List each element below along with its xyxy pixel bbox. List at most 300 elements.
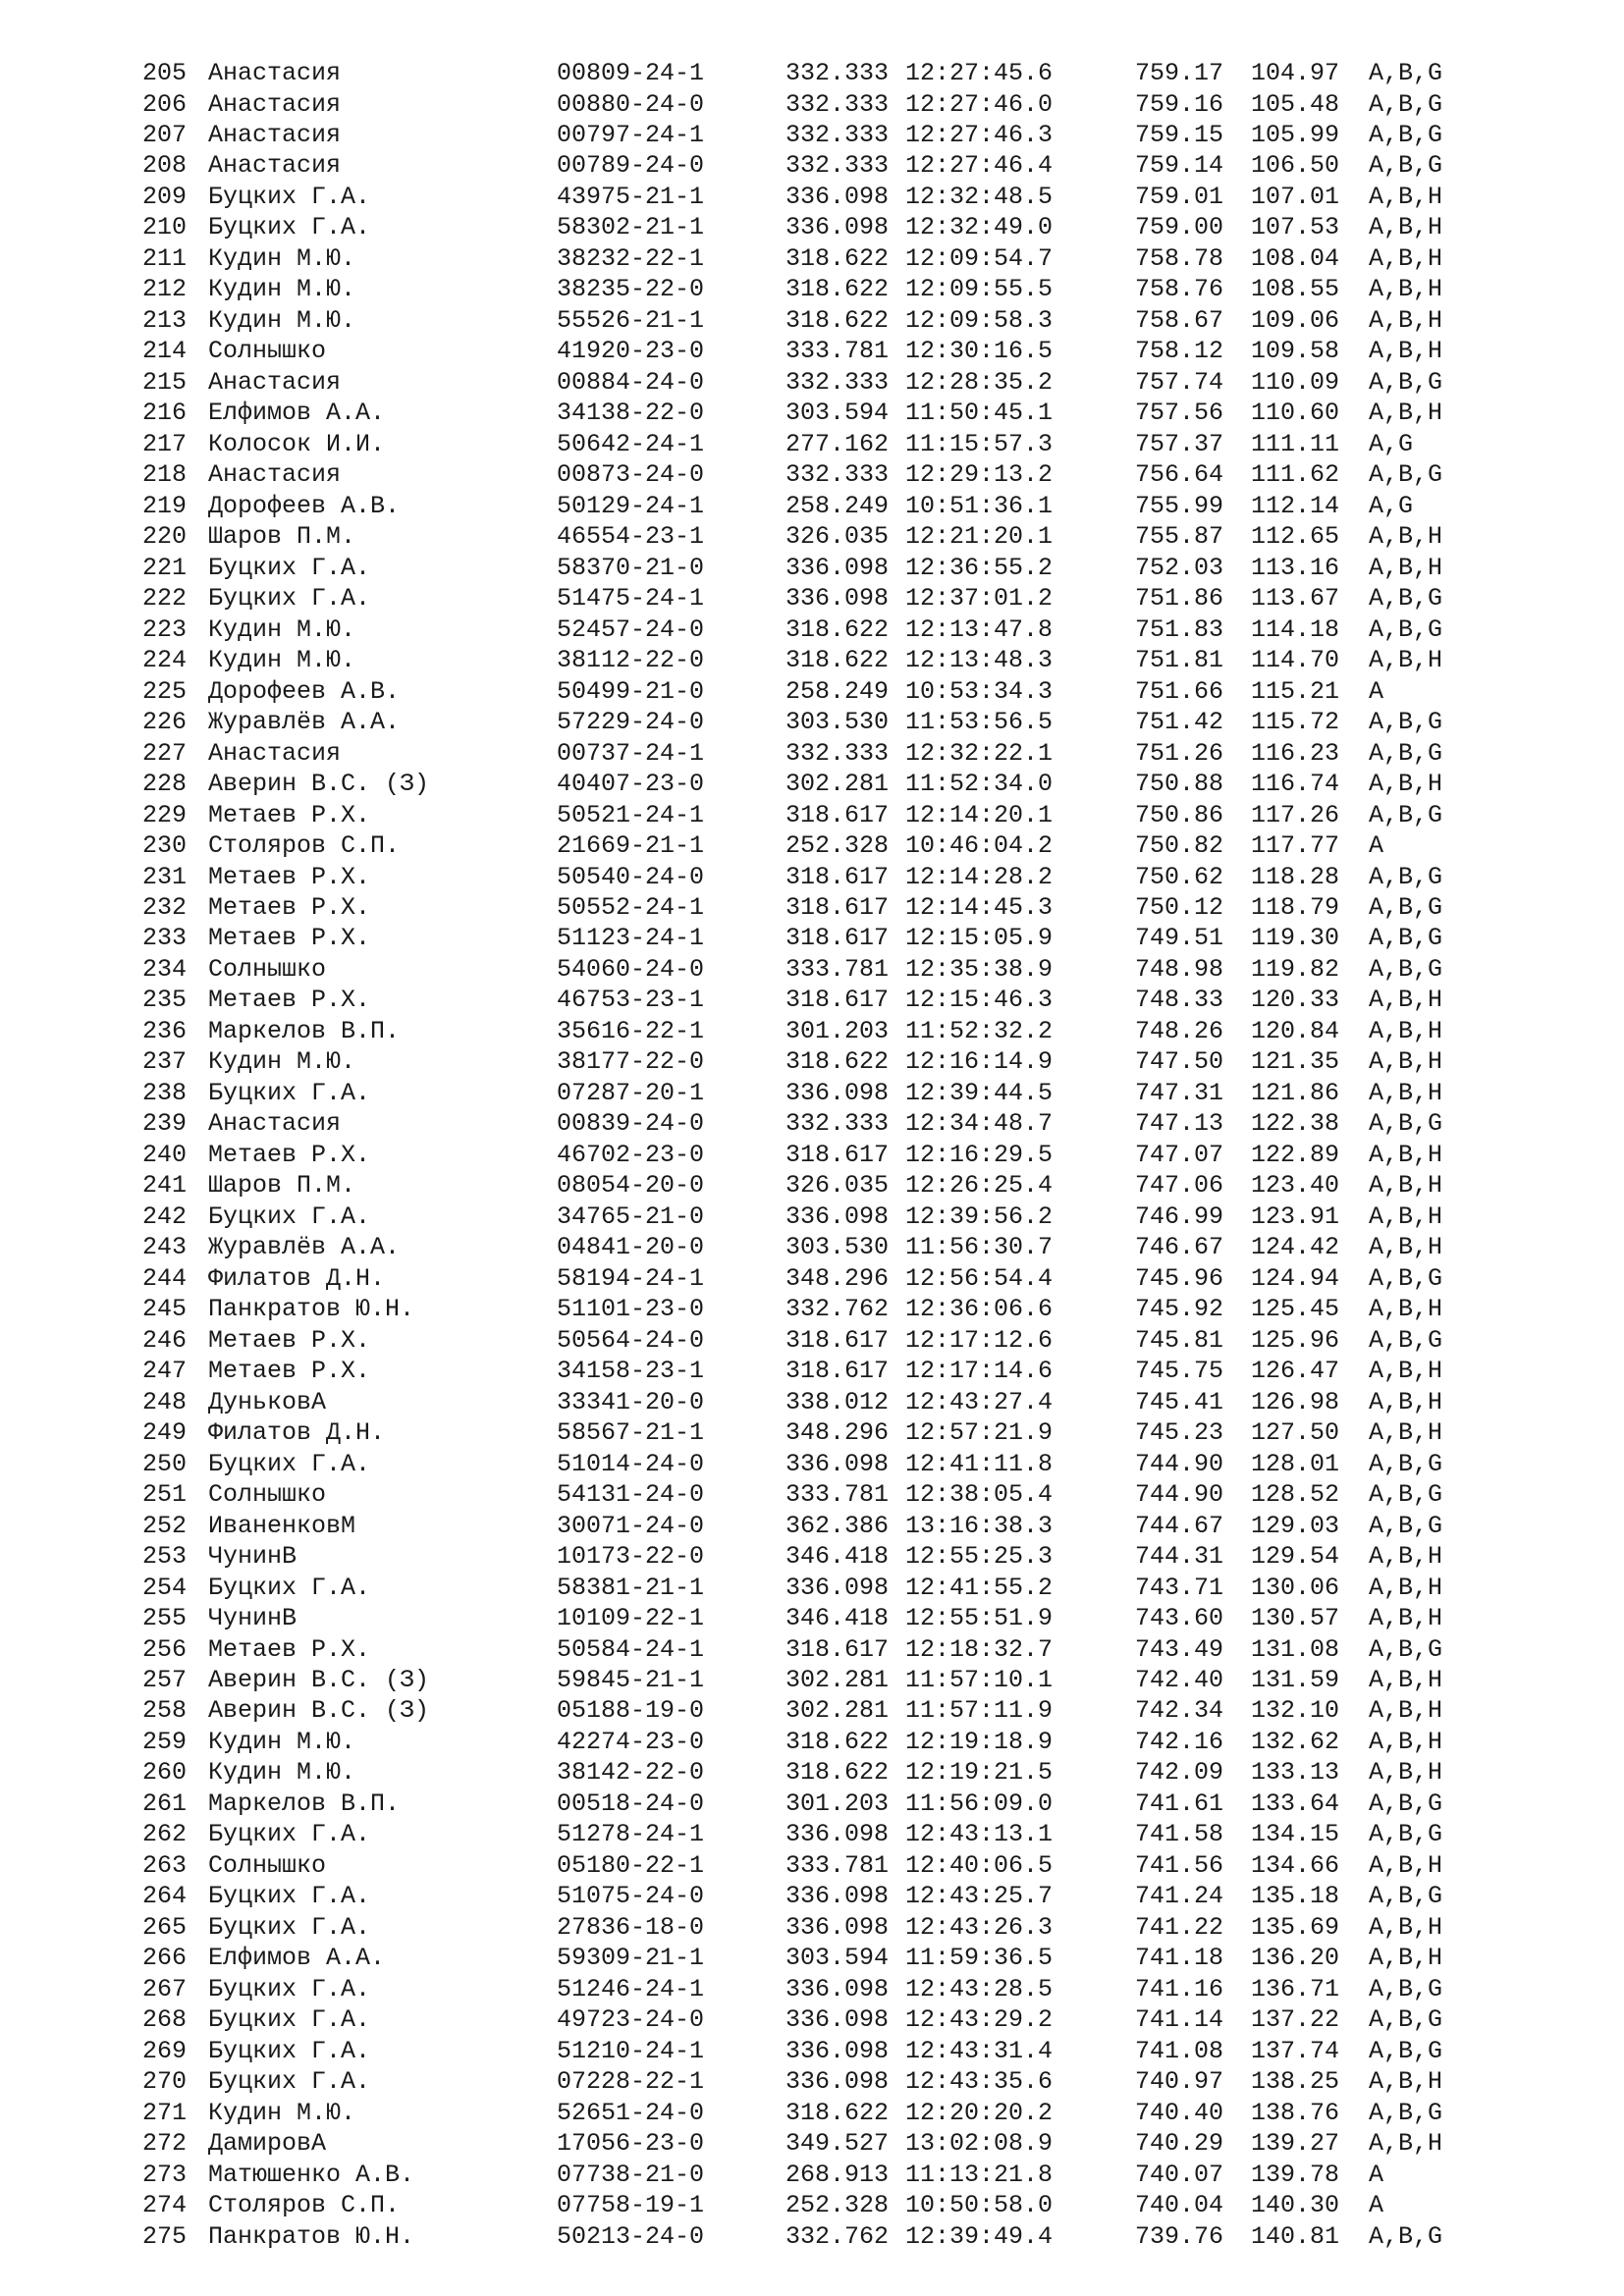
arrival-time: 12:15:46.3: [905, 986, 1054, 1015]
owner-name: Панкратов Ю.Н.: [208, 2221, 415, 2251]
owner-name: Елфимов А.А.: [208, 1944, 386, 1973]
distance: 336.098: [785, 1912, 890, 1942]
arrival-time: 12:43:27.4: [905, 1387, 1054, 1416]
ring-number: 30071-24-0: [557, 1511, 705, 1540]
distance: 318.622: [785, 1758, 890, 1788]
arrival-time: 12:29:13.2: [905, 460, 1054, 490]
row-number: 224: [142, 646, 188, 675]
distance: 348.296: [785, 1418, 890, 1448]
groups: A,B,H: [1369, 1696, 1443, 1726]
distance: 336.098: [785, 553, 890, 582]
distance: 302.281: [785, 770, 890, 798]
speed: 751.86: [1135, 584, 1224, 614]
ring-number: 00797-24-1: [557, 121, 705, 149]
speed: 745.75: [1135, 1357, 1224, 1386]
speed: 759.15: [1135, 121, 1224, 149]
owner-name: Солнышко: [208, 954, 327, 984]
coefficient: 135.18: [1251, 1882, 1340, 1911]
row-number: 241: [142, 1171, 188, 1201]
row-number: 212: [142, 275, 188, 304]
ring-number: 00809-24-1: [557, 59, 705, 87]
owner-name: Буцких Г.А.: [208, 1882, 371, 1911]
groups: A,B,G: [1369, 367, 1443, 397]
row-number: 261: [142, 1789, 188, 1818]
owner-name: Елфимов А.А.: [208, 399, 386, 428]
ring-number: 07228-22-1: [557, 2067, 705, 2097]
groups: A,B,H: [1369, 646, 1443, 675]
ring-number: 35616-22-1: [557, 1016, 705, 1045]
ring-number: 50129-24-1: [557, 491, 705, 520]
arrival-time: 12:39:56.2: [905, 1201, 1054, 1231]
ring-number: 51278-24-1: [557, 1820, 705, 1849]
arrival-time: 12:27:46.3: [905, 121, 1054, 149]
coefficient: 129.03: [1251, 1511, 1340, 1540]
groups: A,B,H: [1369, 1016, 1443, 1045]
row-number: 273: [142, 2160, 188, 2189]
distance: 252.328: [785, 2191, 890, 2220]
coefficient: 122.38: [1251, 1109, 1340, 1139]
speed: 741.14: [1135, 2005, 1224, 2035]
ring-number: 00518-24-0: [557, 1789, 705, 1818]
speed: 747.13: [1135, 1109, 1224, 1139]
row-number: 252: [142, 1511, 188, 1540]
arrival-time: 12:43:29.2: [905, 2005, 1054, 2035]
owner-name: Буцких Г.А.: [208, 2067, 371, 2097]
coefficient: 138.76: [1251, 2098, 1340, 2127]
speed: 741.24: [1135, 1882, 1224, 1911]
distance: 332.762: [785, 1295, 890, 1324]
groups: A,B,G: [1369, 121, 1443, 149]
coefficient: 115.21: [1251, 676, 1340, 706]
groups: A,B,H: [1369, 275, 1443, 304]
speed: 743.60: [1135, 1604, 1224, 1632]
speed: 739.76: [1135, 2221, 1224, 2251]
owner-name: Журавлёв А.А.: [208, 708, 401, 737]
row-number: 246: [142, 1325, 188, 1355]
speed: 748.98: [1135, 954, 1224, 984]
groups: A,B,H: [1369, 182, 1443, 211]
row-number: 210: [142, 213, 188, 242]
arrival-time: 10:53:34.3: [905, 676, 1054, 706]
groups: A,B,G: [1369, 1974, 1443, 2003]
ring-number: 07287-20-1: [557, 1078, 705, 1107]
speed: 750.82: [1135, 831, 1224, 860]
owner-name: Филатов Д.Н.: [208, 1418, 386, 1448]
ring-number: 51210-24-1: [557, 2036, 705, 2065]
distance: 318.622: [785, 614, 890, 644]
distance: 336.098: [785, 1882, 890, 1911]
ring-number: 17056-23-0: [557, 2129, 705, 2159]
distance: 318.622: [785, 1727, 890, 1756]
speed: 744.90: [1135, 1480, 1224, 1510]
coefficient: 116.74: [1251, 770, 1340, 798]
coefficient: 121.86: [1251, 1078, 1340, 1107]
groups: A,B,G: [1369, 2005, 1443, 2035]
ring-number: 50521-24-1: [557, 800, 705, 829]
coefficient: 112.14: [1251, 491, 1340, 520]
coefficient: 131.08: [1251, 1634, 1340, 1664]
row-number: 207: [142, 121, 188, 149]
groups: A,B,G: [1369, 893, 1443, 922]
arrival-time: 12:56:54.4: [905, 1263, 1054, 1293]
owner-name: Буцких Г.А.: [208, 584, 371, 614]
groups: A,B,H: [1369, 1573, 1443, 1602]
owner-name: Кудин М.Ю.: [208, 646, 356, 675]
distance: 348.296: [785, 1263, 890, 1293]
groups: A,B,G: [1369, 614, 1443, 644]
row-number: 213: [142, 305, 188, 335]
speed: 759.01: [1135, 182, 1224, 211]
distance: 336.098: [785, 1820, 890, 1849]
row-number: 219: [142, 491, 188, 520]
groups: A,B,G: [1369, 708, 1443, 737]
owner-name: Аверин В.С. (З): [208, 1666, 430, 1694]
coefficient: 106.50: [1251, 151, 1340, 181]
coefficient: 126.98: [1251, 1387, 1340, 1416]
row-number: 233: [142, 924, 188, 953]
groups: A,B,H: [1369, 1295, 1443, 1324]
row-number: 269: [142, 2036, 188, 2065]
arrival-time: 12:17:12.6: [905, 1325, 1054, 1355]
distance: 336.098: [785, 1449, 890, 1478]
arrival-time: 12:27:45.6: [905, 59, 1054, 87]
speed: 759.14: [1135, 151, 1224, 181]
ring-number: 40407-23-0: [557, 770, 705, 798]
owner-name: Анастасия: [208, 89, 342, 119]
owner-name: Дорофеев А.В.: [208, 676, 401, 706]
coefficient: 118.79: [1251, 893, 1340, 922]
distance: 303.594: [785, 399, 890, 428]
groups: A,B,H: [1369, 986, 1443, 1015]
distance: 326.035: [785, 522, 890, 552]
row-number: 237: [142, 1047, 188, 1077]
arrival-time: 12:57:21.9: [905, 1418, 1054, 1448]
coefficient: 112.65: [1251, 522, 1340, 552]
owner-name: Кудин М.Ю.: [208, 305, 356, 335]
row-number: 223: [142, 614, 188, 644]
owner-name: Кудин М.Ю.: [208, 1047, 356, 1077]
owner-name: Метаев Р.Х.: [208, 924, 371, 953]
coefficient: 139.78: [1251, 2160, 1340, 2189]
groups: A,B,H: [1369, 1418, 1443, 1448]
groups: A,B,G: [1369, 1634, 1443, 1664]
speed: 758.12: [1135, 337, 1224, 366]
owner-name: ДамировА: [208, 2129, 327, 2159]
speed: 741.18: [1135, 1944, 1224, 1973]
coefficient: 134.66: [1251, 1850, 1340, 1880]
row-number: 242: [142, 1201, 188, 1231]
arrival-time: 12:13:48.3: [905, 646, 1054, 675]
coefficient: 122.89: [1251, 1140, 1340, 1169]
coefficient: 132.10: [1251, 1696, 1340, 1726]
speed: 747.07: [1135, 1140, 1224, 1169]
speed: 741.58: [1135, 1820, 1224, 1849]
arrival-time: 12:43:13.1: [905, 1820, 1054, 1849]
coefficient: 117.26: [1251, 800, 1340, 829]
row-number: 266: [142, 1944, 188, 1973]
distance: 318.622: [785, 646, 890, 675]
groups: A: [1369, 676, 1384, 706]
ring-number: 51014-24-0: [557, 1449, 705, 1478]
groups: A,B,G: [1369, 800, 1443, 829]
ring-number: 49723-24-0: [557, 2005, 705, 2035]
speed: 757.74: [1135, 367, 1224, 397]
arrival-time: 12:39:49.4: [905, 2221, 1054, 2251]
groups: A,B,H: [1369, 1171, 1443, 1201]
arrival-time: 12:37:01.2: [905, 584, 1054, 614]
owner-name: Буцких Г.А.: [208, 1912, 371, 1942]
arrival-time: 11:59:36.5: [905, 1944, 1054, 1973]
owner-name: Метаев Р.Х.: [208, 893, 371, 922]
row-number: 262: [142, 1820, 188, 1849]
owner-name: ЧунинВ: [208, 1604, 298, 1632]
ring-number: 52651-24-0: [557, 2098, 705, 2127]
groups: A,B,H: [1369, 1357, 1443, 1386]
ring-number: 38142-22-0: [557, 1758, 705, 1788]
coefficient: 113.16: [1251, 553, 1340, 582]
owner-name: Метаев Р.Х.: [208, 1634, 371, 1664]
owner-name: Кудин М.Ю.: [208, 614, 356, 644]
distance: 346.418: [785, 1604, 890, 1632]
owner-name: Метаев Р.Х.: [208, 986, 371, 1015]
arrival-time: 12:16:14.9: [905, 1047, 1054, 1077]
ring-number: 00737-24-1: [557, 738, 705, 768]
owner-name: Кудин М.Ю.: [208, 1758, 356, 1788]
ring-number: 55526-21-1: [557, 305, 705, 335]
distance: 303.594: [785, 1944, 890, 1973]
arrival-time: 10:51:36.1: [905, 491, 1054, 520]
arrival-time: 12:43:25.7: [905, 1882, 1054, 1911]
coefficient: 125.96: [1251, 1325, 1340, 1355]
row-number: 218: [142, 460, 188, 490]
ring-number: 34138-22-0: [557, 399, 705, 428]
owner-name: Буцких Г.А.: [208, 2005, 371, 2035]
coefficient: 108.04: [1251, 243, 1340, 273]
row-number: 260: [142, 1758, 188, 1788]
coefficient: 113.67: [1251, 584, 1340, 614]
speed: 750.62: [1135, 862, 1224, 891]
distance: 332.333: [785, 1109, 890, 1139]
row-number: 229: [142, 800, 188, 829]
coefficient: 119.82: [1251, 954, 1340, 984]
owner-name: Матюшенко А.В.: [208, 2160, 415, 2189]
owner-name: Шаров П.М.: [208, 1171, 356, 1201]
owner-name: Аверин В.С. (З): [208, 1696, 430, 1726]
distance: 333.781: [785, 1480, 890, 1510]
speed: 740.40: [1135, 2098, 1224, 2127]
row-number: 214: [142, 337, 188, 366]
owner-name: Кудин М.Ю.: [208, 1727, 356, 1756]
row-number: 205: [142, 59, 188, 87]
distance: 336.098: [785, 2005, 890, 2035]
coefficient: 138.25: [1251, 2067, 1340, 2097]
coefficient: 127.50: [1251, 1418, 1340, 1448]
row-number: 268: [142, 2005, 188, 2035]
groups: A,B,H: [1369, 1604, 1443, 1632]
distance: 336.098: [785, 213, 890, 242]
ring-number: 00880-24-0: [557, 89, 705, 119]
ring-number: 50564-24-0: [557, 1325, 705, 1355]
row-number: 244: [142, 1263, 188, 1293]
coefficient: 123.40: [1251, 1171, 1340, 1201]
distance: 362.386: [785, 1511, 890, 1540]
row-number: 225: [142, 676, 188, 706]
coefficient: 116.23: [1251, 738, 1340, 768]
speed: 751.26: [1135, 738, 1224, 768]
arrival-time: 12:19:18.9: [905, 1727, 1054, 1756]
row-number: 209: [142, 182, 188, 211]
arrival-time: 12:43:31.4: [905, 2036, 1054, 2065]
distance: 336.098: [785, 1974, 890, 2003]
row-number: 248: [142, 1387, 188, 1416]
distance: 336.098: [785, 1573, 890, 1602]
coefficient: 136.71: [1251, 1974, 1340, 2003]
coefficient: 133.13: [1251, 1758, 1340, 1788]
owner-name: Метаев Р.Х.: [208, 862, 371, 891]
row-number: 222: [142, 584, 188, 614]
coefficient: 105.48: [1251, 89, 1340, 119]
row-number: 257: [142, 1666, 188, 1694]
owner-name: Шаров П.М.: [208, 522, 356, 552]
speed: 745.41: [1135, 1387, 1224, 1416]
coefficient: 140.81: [1251, 2221, 1340, 2251]
groups: A,B,G: [1369, 924, 1443, 953]
owner-name: Журавлёв А.А.: [208, 1233, 401, 1262]
speed: 750.12: [1135, 893, 1224, 922]
owner-name: Буцких Г.А.: [208, 1820, 371, 1849]
groups: A,B,G: [1369, 1325, 1443, 1355]
speed: 741.61: [1135, 1789, 1224, 1818]
coefficient: 109.58: [1251, 337, 1340, 366]
distance: 318.617: [785, 986, 890, 1015]
ring-number: 51475-24-1: [557, 584, 705, 614]
groups: A,B,G: [1369, 862, 1443, 891]
owner-name: Аверин В.С. (З): [208, 770, 430, 798]
groups: A,B,H: [1369, 399, 1443, 428]
speed: 758.67: [1135, 305, 1224, 335]
coefficient: 114.70: [1251, 646, 1340, 675]
row-number: 227: [142, 738, 188, 768]
coefficient: 109.06: [1251, 305, 1340, 335]
ring-number: 46554-23-1: [557, 522, 705, 552]
row-number: 230: [142, 831, 188, 860]
ring-number: 54131-24-0: [557, 1480, 705, 1510]
distance: 333.781: [785, 954, 890, 984]
coefficient: 128.01: [1251, 1449, 1340, 1478]
speed: 750.86: [1135, 800, 1224, 829]
arrival-time: 12:32:22.1: [905, 738, 1054, 768]
speed: 759.16: [1135, 89, 1224, 119]
row-number: 217: [142, 429, 188, 458]
arrival-time: 12:38:05.4: [905, 1480, 1054, 1510]
row-number: 215: [142, 367, 188, 397]
owner-name: Метаев Р.Х.: [208, 1357, 371, 1386]
coefficient: 137.74: [1251, 2036, 1340, 2065]
arrival-time: 12:32:49.0: [905, 213, 1054, 242]
coefficient: 110.09: [1251, 367, 1340, 397]
coefficient: 124.42: [1251, 1233, 1340, 1262]
coefficient: 107.01: [1251, 182, 1340, 211]
coefficient: 139.27: [1251, 2129, 1340, 2159]
coefficient: 121.35: [1251, 1047, 1340, 1077]
row-number: 243: [142, 1233, 188, 1262]
arrival-time: 10:46:04.2: [905, 831, 1054, 860]
groups: A,B,H: [1369, 1666, 1443, 1694]
owner-name: Филатов Д.Н.: [208, 1263, 386, 1293]
groups: A,B,H: [1369, 1140, 1443, 1169]
row-number: 232: [142, 893, 188, 922]
groups: A,B,G: [1369, 1109, 1443, 1139]
row-number: 208: [142, 151, 188, 181]
distance: 318.617: [785, 1634, 890, 1664]
ring-number: 58302-21-1: [557, 213, 705, 242]
ring-number: 00839-24-0: [557, 1109, 705, 1139]
ring-number: 05180-22-1: [557, 1850, 705, 1880]
coefficient: 125.45: [1251, 1295, 1340, 1324]
owner-name: Буцких Г.А.: [208, 1449, 371, 1478]
owner-name: Анастасия: [208, 59, 342, 87]
coefficient: 130.06: [1251, 1573, 1340, 1602]
coefficient: 136.20: [1251, 1944, 1340, 1973]
ring-number: 05188-19-0: [557, 1696, 705, 1726]
groups: A,G: [1369, 429, 1414, 458]
coefficient: 123.91: [1251, 1201, 1340, 1231]
distance: 302.281: [785, 1696, 890, 1726]
owner-name: Метаев Р.Х.: [208, 1325, 371, 1355]
distance: 318.622: [785, 1047, 890, 1077]
arrival-time: 12:41:11.8: [905, 1449, 1054, 1478]
groups: A,B,H: [1369, 1944, 1443, 1973]
speed: 740.04: [1135, 2191, 1224, 2220]
speed: 742.40: [1135, 1666, 1224, 1694]
row-number: 240: [142, 1140, 188, 1169]
owner-name: Кудин М.Ю.: [208, 2098, 356, 2127]
owner-name: Буцких Г.А.: [208, 1201, 371, 1231]
groups: A,B,H: [1369, 213, 1443, 242]
arrival-time: 12:14:20.1: [905, 800, 1054, 829]
groups: A,G: [1369, 491, 1414, 520]
ring-number: 00884-24-0: [557, 367, 705, 397]
distance: 336.098: [785, 2036, 890, 2065]
row-number: 270: [142, 2067, 188, 2097]
ring-number: 21669-21-1: [557, 831, 705, 860]
distance: 301.203: [785, 1789, 890, 1818]
ring-number: 58194-24-1: [557, 1263, 705, 1293]
ring-number: 34765-21-0: [557, 1201, 705, 1231]
distance: 318.622: [785, 305, 890, 335]
owner-name: Буцких Г.А.: [208, 1974, 371, 2003]
ring-number: 33341-20-0: [557, 1387, 705, 1416]
speed: 759.17: [1135, 59, 1224, 87]
groups: A,B,H: [1369, 305, 1443, 335]
row-number: 267: [142, 1974, 188, 2003]
arrival-time: 12:09:55.5: [905, 275, 1054, 304]
row-number: 235: [142, 986, 188, 1015]
ring-number: 38235-22-0: [557, 275, 705, 304]
coefficient: 126.47: [1251, 1357, 1340, 1386]
speed: 748.26: [1135, 1016, 1224, 1045]
groups: A,B,G: [1369, 1263, 1443, 1293]
owner-name: Буцких Г.А.: [208, 1573, 371, 1602]
speed: 746.67: [1135, 1233, 1224, 1262]
groups: A,B,G: [1369, 738, 1443, 768]
arrival-time: 12:14:28.2: [905, 862, 1054, 891]
speed: 742.34: [1135, 1696, 1224, 1726]
coefficient: 130.57: [1251, 1604, 1340, 1632]
arrival-time: 12:09:54.7: [905, 243, 1054, 273]
groups: A,B,H: [1369, 1233, 1443, 1262]
ring-number: 27836-18-0: [557, 1912, 705, 1942]
